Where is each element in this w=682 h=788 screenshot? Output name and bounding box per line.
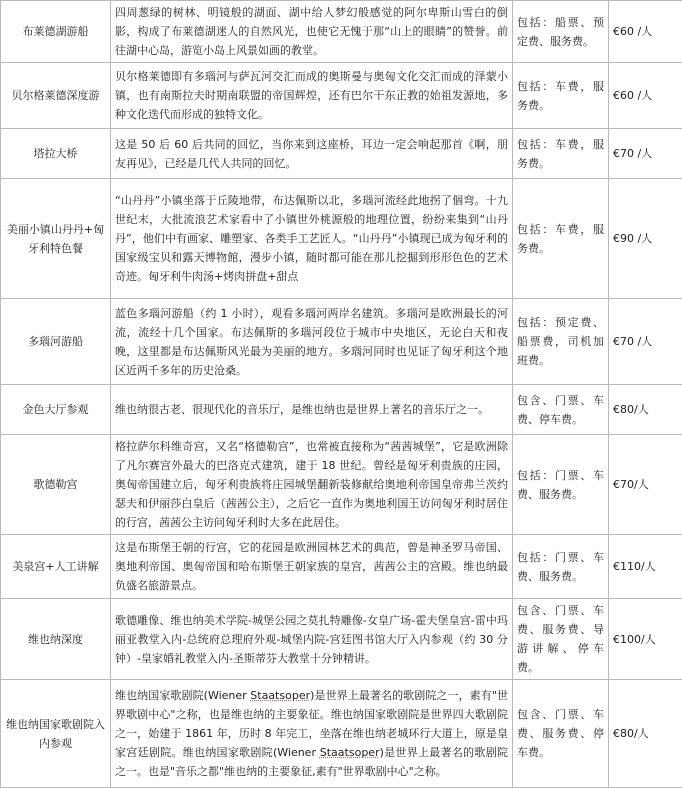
excursion-name: 维也纳深度 <box>1 599 111 680</box>
excursion-includes: 包括：门票、车费、服务费。 <box>513 535 609 599</box>
excursion-price: €70/人 <box>609 435 682 535</box>
excursion-includes: 包括：车费，服务费。 <box>513 63 609 129</box>
excursion-includes: 包括：门票、车费、服务费。 <box>513 435 609 535</box>
table-row <box>1 1 682 63</box>
table-row <box>1 535 682 599</box>
excursion-price: €70 /人 <box>609 299 682 385</box>
excursion-includes: 包含、门票、车费、服务费、停车费。 <box>513 680 609 788</box>
excursion-description: 这是 50 后 60 后共同的回忆，当你来到这座桥，耳边一定会响起那首《啊，朋友再见》，已经是几代人共同的回忆。 <box>111 129 513 179</box>
excursion-description: 维也纳很古老、很现代化的音乐厅，是维也纳也是世界上著名的音乐厅之一。 <box>111 385 513 435</box>
excursion-includes: 包括：预定费、船票费，司机加班费。 <box>513 299 609 385</box>
excursion-price: €70 /人 <box>609 129 682 179</box>
excursion-name: 布莱德湖游船 <box>1 1 111 63</box>
excursion-description: 这是布斯堡王朝的行宫，它的花园是欧洲园林艺术的典范，曾是神圣罗马帝国、奥地利帝国、奥匈帝国和哈布斯堡王朝家族的皇宫，茜茜公主的宫殿。维也纳最负盛名旅游景点。 <box>111 535 513 599</box>
excursion-price: €60 /人 <box>609 63 682 129</box>
excursion-name: 多瑙河游船 <box>1 299 111 385</box>
excursion-price: €90 /人 <box>609 179 682 299</box>
excursion-price: €100/人 <box>609 599 682 680</box>
excursion-description: 蓝色多瑙河游船（约 1 小时），观看多瑙河两岸名建筑。多瑙河是欧洲最长的河流，流经十几个国家。布达佩斯的多瑙河段位于城市中央地区，无论白天和夜晚，这里都是布达佩斯风光最为美丽的地方。多瑙河同时也见证了匈牙利这个地区近两千多年的历史沧桑。 <box>111 299 513 385</box>
excursion-description: “山丹丹”小镇坐落于丘陵地带，布达佩斯以北，多瑙河流经此地拐了個弯。十九世纪末，大批流浪艺术家看中了小镇世外桃源般的地理位置，纷纷来集到“山丹丹”，他们中有画家、雕塑家、各类手工艺匠人。“山丹丹”小镇现已成为匈牙利的国家级宝贝和露天博物館，漫步小镇，随时都可能在那儿挖掘到形形色色的艺术奇迹。匈牙利牛肉汤+烤肉拼盘+甜点 <box>111 179 513 299</box>
table-row <box>1 63 682 129</box>
excursion-name: 美丽小镇山丹丹+匈牙利特色餐 <box>1 179 111 299</box>
excursion-price: €80/人 <box>609 385 682 435</box>
description-text: )是世界上最著名的歌剧院之一。也是"音乐之都"维也纳的主要象征,素有"世界歌剧中心"之称。 <box>115 746 508 778</box>
description-text: 维也纳国家歌剧院(Wiener <box>115 689 250 702</box>
excursion-name: 维也纳国家歌剧院入内参观 <box>1 680 111 788</box>
table-row <box>1 129 682 179</box>
excursion-name: 金色大厅参观 <box>1 385 111 435</box>
excursion-price: €60 /人 <box>609 1 682 63</box>
excursion-includes: 包含、门票、车费、服务费、导游讲解、停车费。 <box>513 599 609 680</box>
description-text: )是世界上最著名的歌剧院之一，素有"世界歌剧中心"之称，也是维也纳的主要象征。维也纳国家歌剧院是世界四大歌剧院之一，始建于 1861 年，历时 8 年完工，坐落在维也纳老城环行大道上，原是皇家宫廷剧院。维也纳国家歌剧院(Wiener <box>115 689 508 759</box>
excursion-name: 歌德勒宫 <box>1 435 111 535</box>
table-row <box>1 435 682 535</box>
table-row <box>1 385 682 435</box>
excursion-includes: 包含、门票、车费、停车费。 <box>513 385 609 435</box>
excursion-description: 贝尔格莱德即有多瑙河与萨瓦河交汇而成的奥斯曼与奥匈文化交汇而成的泽蒙小镇，也有南斯拉夫时期南联盟的帝国辉煌，还有巴尔干东正教的始祖发源地，多种文化迭代而形成的独特文化。 <box>111 63 513 129</box>
description-term: Staatsoper <box>250 689 310 702</box>
excursion-price: €110/人 <box>609 535 682 599</box>
excursion-name: 贝尔格莱德深度游 <box>1 63 111 129</box>
excursion-includes: 包括：船票、预定费、服务费。 <box>513 1 609 63</box>
excursion-description: 歌德雕像、维也纳美术学院-城堡公园之莫扎特雕像-女皇广场-霍夫堡皇宫-雷中玛丽亚教堂入内-总统府总理府外观-城堡内院-宫廷图书馆大厅入内参观（约 30 分钟）-皇家婚礼教堂入内-圣斯蒂芬大教堂十分钟精讲。 <box>111 599 513 680</box>
excursion-includes: 包括：车费，服务费。 <box>513 179 609 299</box>
table-row <box>1 299 682 385</box>
excursion-description: 四周葱绿的树林、明镜般的湖面、湖中给人梦幻般感觉的阿尔卑斯山雪白的倒影，构成了布莱德湖迷人的自然风光，也使它无愧于那“山上的眼睛”的赞誉。前往湖中心岛，游览小岛上风景如画的教堂。 <box>111 1 513 63</box>
excursion-includes: 包括：车费，服务费。 <box>513 129 609 179</box>
excursion-price: €80/人 <box>609 680 682 788</box>
excursion-description: 格拉萨尔科维奇宫，又名“格德勒宫”，也常被直接称为“茜茜城堡”，它是欧洲除了凡尔赛宫外最大的巴洛克式建筑，建于 18 世纪。曾经是匈牙利贵族的庄园，奥匈帝国建立后，匈牙利贵族将庄园城堡翻新装修献给奥地利帝国皇帝弗兰茨约瑟夫和伊丽莎白皇后（茜茜公主），之后它一直作为奥地利国王访问匈牙利时居住的行宫，茜茜公主访问匈牙利时大多在此居住。 <box>111 435 513 535</box>
table-row <box>1 599 682 680</box>
table-row <box>1 680 682 788</box>
excursion-description <box>111 680 513 788</box>
table-row <box>1 179 682 299</box>
description-term: Staatsoper <box>320 746 380 759</box>
excursion-name: 塔拉大桥 <box>1 129 111 179</box>
excursion-name: 美泉宫+人工讲解 <box>1 535 111 599</box>
